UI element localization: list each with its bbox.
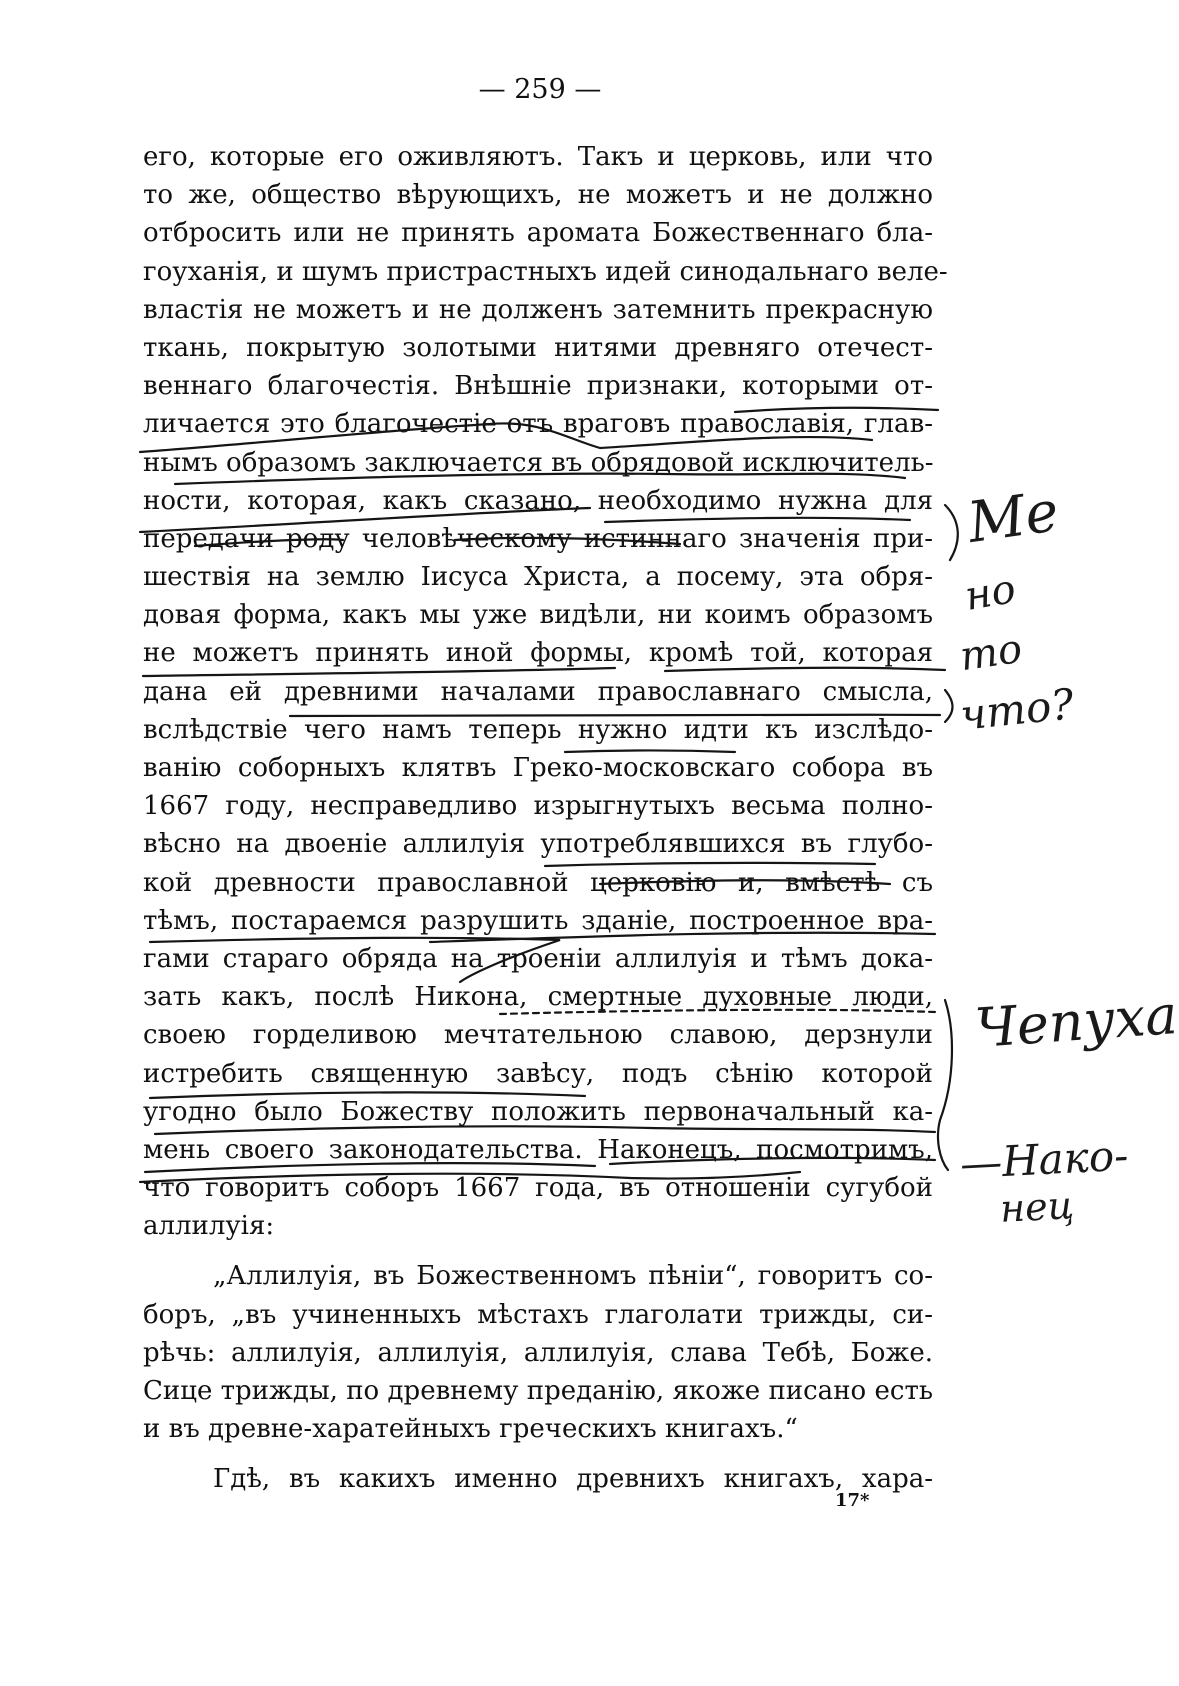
margin-note: Чепуха bbox=[973, 983, 1179, 1060]
quote-line: и въ древне-харатейныхъ греческихъ книгахъ.“ bbox=[143, 1414, 798, 1445]
page-number: — 259 — bbox=[478, 74, 602, 105]
paragraph-gap bbox=[143, 1448, 933, 1460]
text-line: угодно было Божеству положить первоначальный ка- bbox=[143, 1096, 933, 1127]
bracket-mark bbox=[945, 690, 953, 722]
text-line: то же, общество вѣрующихъ, не можетъ и не должно bbox=[143, 180, 933, 211]
text-line: гоуханія, и шумъ пристрастныхъ идей синодальнаго веле- bbox=[143, 256, 948, 287]
text-line: ванію соборныхъ клятвъ Греко-московскаго собора въ bbox=[143, 753, 933, 783]
text-line: гами стараго обряда на троеніи аллилуія и тѣмъ дока- bbox=[143, 943, 933, 974]
text-line: его, которые его оживляютъ. Такъ и церковь, или что bbox=[143, 142, 933, 172]
text-line: зать какъ, послѣ Никона, смертные духовные люди, bbox=[143, 982, 933, 1013]
text-line: 1667 году, несправедливо изрыгнутыхъ весьма полно- bbox=[143, 791, 933, 822]
text-line: шествія на землю Іисуса Христа, а посему, эта обря- bbox=[143, 562, 933, 593]
text-line: кой древности православной церковію и, вмѣстѣ съ bbox=[143, 867, 933, 898]
text-line: ткань, покрытую золотыми нитями древняго отечест- bbox=[143, 332, 933, 363]
text-line: истребить священную завѣсу, подъ сѣнію которой bbox=[143, 1058, 933, 1089]
text-line: дана ей древними началами православнаго смысла, bbox=[143, 676, 933, 707]
text-line: личается это благочестіе отъ враговъ православія, глав- bbox=[143, 409, 933, 440]
margin-note: —Нако- bbox=[958, 1130, 1130, 1189]
text-line: что говоритъ соборъ 1667 года, въ отношеніи сугубой bbox=[143, 1173, 933, 1204]
margin-note: что? bbox=[957, 679, 1077, 740]
text-line: довая форма, какъ мы уже видѣли, ни коимъ образомъ bbox=[143, 600, 933, 631]
paragraph-gap bbox=[143, 1245, 933, 1257]
quote-line: „Аллилуія, въ Божественномъ пѣніи“, говоритъ со- bbox=[213, 1261, 933, 1292]
text-line: властія не можетъ и не долженъ затемнить прекрасную bbox=[143, 294, 933, 325]
quote-line: рѣчь: аллилуія, аллилуія, аллилуія, слава Тебѣ, Боже. bbox=[143, 1337, 933, 1368]
quote-line: Сице трижды, по древнему преданію, якоже писано есть bbox=[143, 1376, 933, 1406]
bracket-mark bbox=[938, 1000, 952, 1170]
text-line: ности, которая, какъ сказано, необходимо нужна для bbox=[143, 485, 933, 516]
text-line: вѣсно на двоеніе аллилуія употреблявшихся въ глубо- bbox=[143, 829, 933, 860]
text-line: вслѣдствіе чего намъ теперь нужно идти къ изслѣдо- bbox=[143, 714, 933, 745]
text-line: веннаго благочестія. Внѣшніе признаки, которыми от- bbox=[143, 371, 933, 402]
text-line: мень своего законодательства. Наконецъ, посмотримъ, bbox=[143, 1134, 933, 1165]
text-line: отбросить или не принять аромата Божественнаго бла- bbox=[143, 218, 933, 249]
text-line: не можетъ принять иной формы, кромѣ той, которая bbox=[143, 638, 933, 669]
margin-note: то bbox=[957, 625, 1025, 681]
margin-note: нец bbox=[998, 1183, 1076, 1231]
text-line: аллилуія: bbox=[143, 1211, 275, 1242]
bracket-mark bbox=[945, 505, 958, 560]
text-block bbox=[143, 138, 948, 1499]
text-line: Гдѣ, въ какихъ именно древнихъ книгахъ, хара- bbox=[213, 1464, 933, 1495]
quote-line: боръ, „въ учиненныхъ мѣстахъ глаголати трижды, си- bbox=[143, 1299, 933, 1330]
margin-note: но bbox=[961, 565, 1020, 621]
text-line: передачи роду человѣческому истиннаго значенія при- bbox=[143, 523, 933, 554]
text-line: тѣмъ, постараемся разрушить зданіе, построенное вра- bbox=[143, 905, 933, 936]
margin-note: Ме bbox=[963, 479, 1063, 556]
text-line: своею горделивою мечтательною славою, дерзнули bbox=[143, 1020, 933, 1051]
text-line: нымъ образомъ заключается въ обрядовой исключитель- bbox=[143, 447, 934, 478]
signature-mark: 17* bbox=[835, 1490, 870, 1511]
